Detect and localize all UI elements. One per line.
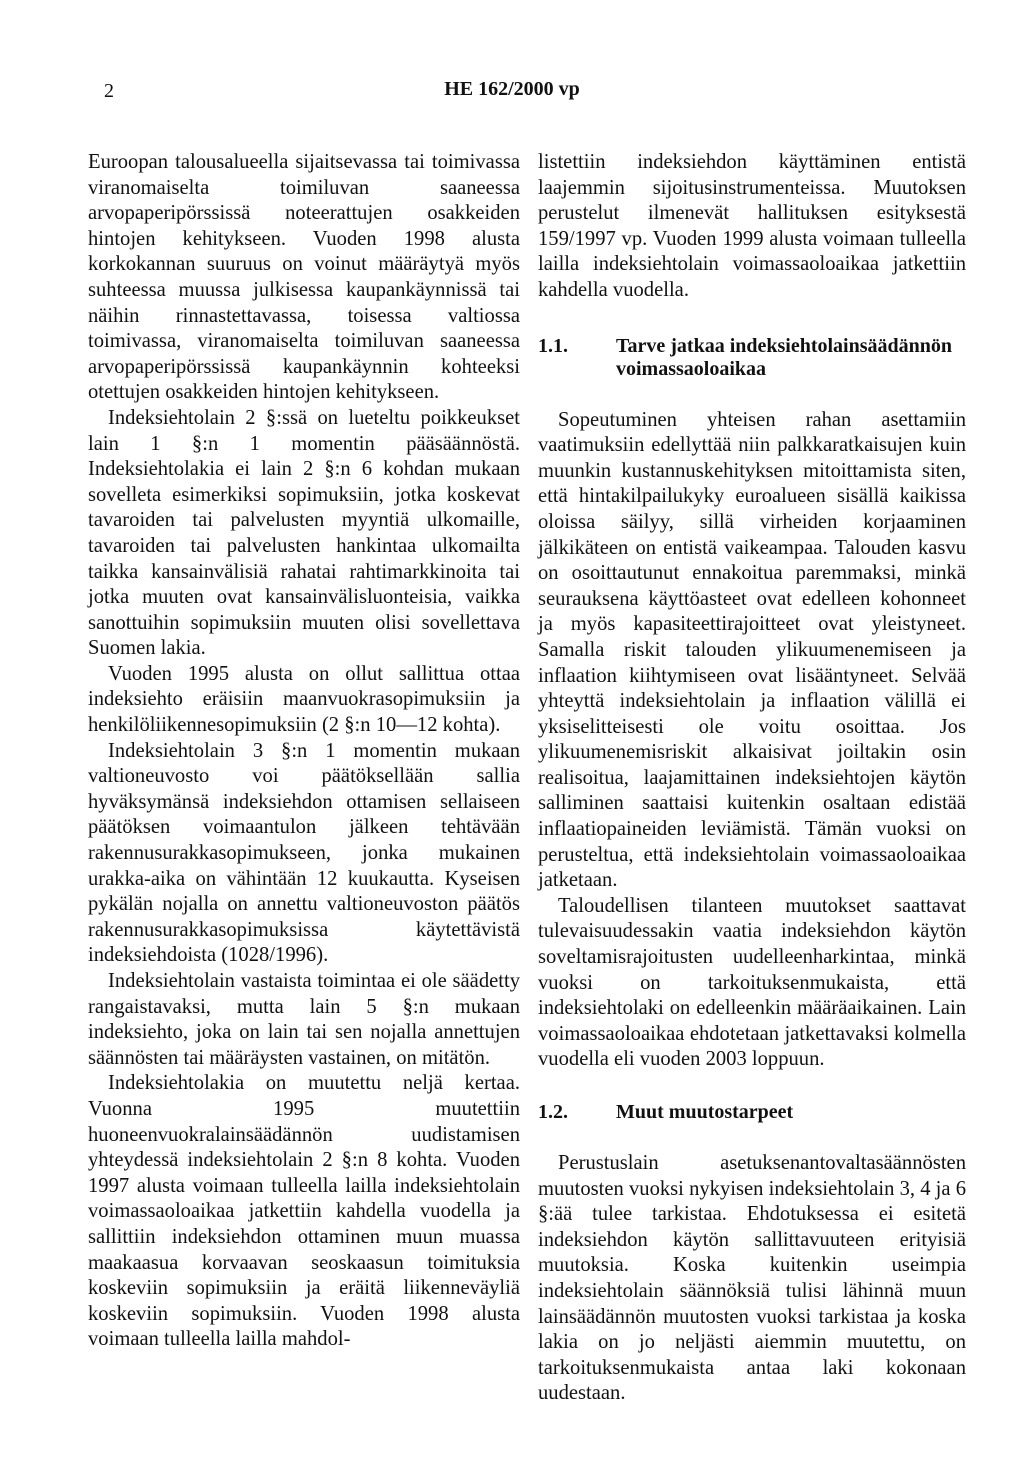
section-heading-1-1 xyxy=(538,335,966,381)
right-column xyxy=(538,150,966,1407)
section-heading-1-2 xyxy=(538,1101,966,1124)
section-number: 1.2. xyxy=(538,1101,568,1123)
paragraph: Vuoden 1995 alusta on ollut sallittua ottaa indeksiehto eräisiin maanvuokrasopimuksiin ja henkilöliikennesopimuksiin (2 §:n 10—12 kohta). xyxy=(88,662,520,737)
left-column xyxy=(88,150,520,1353)
page-number: 2 xyxy=(104,80,114,102)
paragraph: Indeksiehtolain vastaista toimintaa ei ole säädetty rangaistavaksi, mutta lain 5 §:n mukaan indeksiehto, joka on lain tai sen nojalla annettujen säännösten tai määräysten vastainen, on mitätön. xyxy=(88,970,520,1069)
paragraph: Perustuslain asetuksenantovaltasäännösten muutosten vuoksi nykyisen indeksiehtolain 3, 4 ja 6 §:ää tulee tarkistaa. Ehdotuksessa ei esitetä indeksiehdon käytön sallittavuuteen erityisiä muutoksia. Koska kuitenkin useimpia indeksiehtolain säännöksiä tulisi lähinnä muun lainsäädännön muutosten vuoksi tarkistaa ja koska lakia on jo neljästi aiemmin muutettu, on tarkoituksenmukaista antaa laki kokonaan uudestaan. xyxy=(538,1152,966,1405)
section-number: 1.1. xyxy=(538,334,568,357)
paragraph: Euroopan talousalueella sijaitsevassa tai toimivassa viranomaiselta toimiluvan saaneessa arvopaperipörssissä noteerattujen osakkeiden hintojen kehitykseen. Vuoden 1998 alusta korkokannan suuruus on voinut määräytyä myös suhteessa muussa julkisessa kaupankäynnissä tai näihin rinnastettavassa, toisessa valtiossa toimivassa, viranomaiselta toimiluvan saaneessa arvopaperipörssissä kaupankäynnin kohteeksi otettujen osakkeiden hintojen kehitykseen. xyxy=(88,151,520,404)
paragraph: Sopeutuminen yhteisen rahan asettamiin vaatimuksiin edellyttää niin palkkaratkaisujen kuin muunkin kustannuskehityksen mitoittamista siten, että hintakilpailukyky euroalueen sisällä kaikissa oloissa säilyy, sillä virheiden korjaaminen jälkikäteen on entistä vaikeampaa. Talouden kasvu on osoittautunut ennakoitua paremmaksi, minkä seurauksena käyttöasteet ovat edelleen kohonneet ja myös kapasiteettirajoitteet ovat yleistyneet. Samalla riskit talouden ylikuumenemiseen ja inflaation kiihtymiseen ovat lisääntyneet. Selvää yhteyttä indeksiehtolain ja inflaation välillä ei yksiselitteisesti ole voitu osoittaa. Jos ylikuumenemisriskit alkaisivat joiltakin osin realisoitua, laajamittainen indeksiehtojen käytön salliminen saattaisi kuitenkin osaltaan edistää inflaatiopaineiden leviämistä. Tämän vuoksi on perusteltua, että indeksiehtolain voimassaoloaikaa jatketaan. xyxy=(538,408,966,892)
section-title: Tarve jatkaa indeksiehtolainsäädännön voimassaoloaikaa xyxy=(616,334,953,380)
paragraph: Indeksiehtolain 3 §:n 1 momentin mukaan valtioneuvosto voi päätöksellään sallia hyväksymänsä indeksiehdon ottamisen sellaiseen päätöksen voimaantulon jälkeen tehtävään rakennusurakkasopimukseen, jonka mukainen urakka-aika on vähintään 12 kuukautta. Kyseisen pykälän nojalla on annettu valtioneuvoston päätös rakennusurakkasopimuksissa käytettävistä indeksiehdoista (1028/1996). xyxy=(88,739,520,967)
paragraph: listettiin indeksiehdon käyttäminen entistä laajemmin sijoitusinstrumenteissa. Muutoksen perustelut ilmenevät hallituksen esityksestä 159/1997 vp. Vuoden 1999 alusta voimaan tulleella lailla indeksiehtolain voimassaoloaikaa jatkettiin kahdella vuodella. xyxy=(538,151,966,301)
paragraph: Indeksiehtolain 2 §:ssä on lueteltu poikkeukset lain 1 §:n 1 momentin pääsäännöstä. Indeksiehtolakia ei lain 2 §:n 6 kohdan mukaan sovelleta esimerkiksi sopimuksiin, jotka koskevat tavaroiden tai palvelusten myyntiä ulkomaille, tavaroiden tai palvelusten hankintaa ulkomailta taikka kansainvälisiä rahatai rahtimarkkinoita tai jotka muuten ovat kansainvälisluonteisia, vaikka sanottuihin sopimuksiin muuten olisi sovellettava Suomen lakia. xyxy=(88,406,520,660)
running-header: HE 162/2000 vp xyxy=(444,78,580,100)
paragraph: Taloudellisen tilanteen muutokset saattavat tulevaisuudessakin vaatia indeksiehdon käytön soveltamisrajoitusten uudelleenharkintaa, minkä vuoksi on tarkoituksenmukaista, että indeksiehtolaki on edelleenkin määräaikainen. Lain voimassaoloaikaa ehdotetaan jatkettavaksi kolmella vuodella eli vuoden 2003 loppuun. xyxy=(538,894,966,1071)
section-title: Muut muutostarpeet xyxy=(616,1101,794,1123)
paragraph: Indeksiehtolakia on muutettu neljä kertaa. Vuonna 1995 muutettiin huoneenvuokralainsäädännön uudistamisen yhteydessä indeksiehtolain 2 §:n 8 kohta. Vuoden 1997 alusta voimaan tulleella lailla indeksiehtolain voimassaoloaikaa jatkettiin kahdella vuodella ja sallittiin indeksiehdon ottaminen muun muassa maakaasua korvaavan seoskaasun toimituksia koskeviin sopimuksiin ja eräitä liikenneväyliä koskeviin sopimuksiin. Vuoden 1998 alusta voimaan tulleella lailla mahdol- xyxy=(88,1072,520,1351)
